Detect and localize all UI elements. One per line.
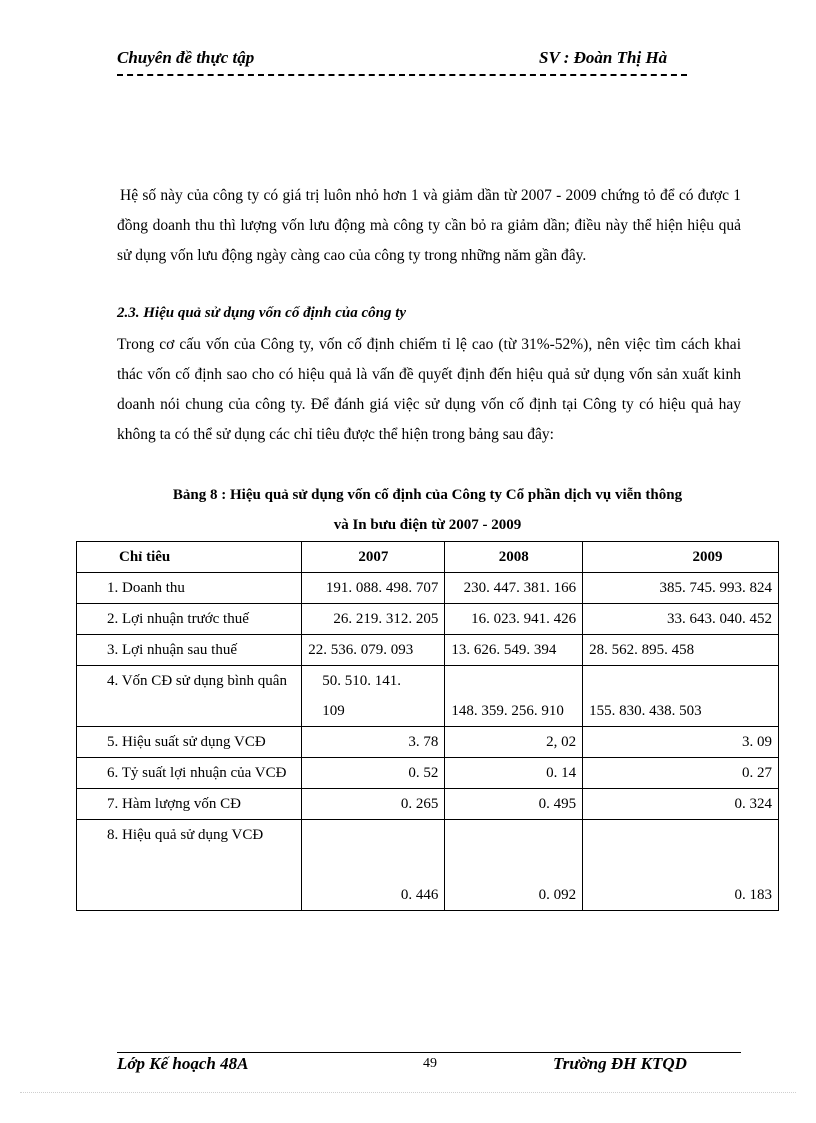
- cell-2008: 2, 02: [445, 727, 583, 758]
- cell-2007: 191. 088. 498. 707: [302, 573, 445, 604]
- row-label: 1. Doanh thu: [77, 573, 302, 604]
- row-label: 3. Lợi nhuận sau thuế: [77, 635, 302, 666]
- cell-2008: 16. 023. 941. 426: [445, 604, 583, 635]
- cell-2009: 0. 27: [583, 758, 779, 789]
- paragraph-1: Hệ số này của công ty có giá trị luôn nhỏ hơn 1 và giảm dần từ 2007 - 2009 chứng tỏ để có được 1 đồng doanh thu thì lượng vốn lưu động mà công ty cần bỏ ra giảm dần; điều này thể hiện hiệu quả sử dụng vốn lưu động ngày càng cao của công ty trong những năm gần đây.: [117, 187, 741, 264]
- page-number: 49: [423, 1056, 437, 1071]
- table-row: [77, 573, 779, 604]
- row-label: 8. Hiệu quả sử dụng VCĐ: [77, 820, 302, 911]
- header-2008: 2008: [445, 542, 583, 573]
- page-header: [117, 48, 687, 74]
- row-label: 5. Hiệu suất sử dụng VCĐ: [77, 727, 302, 758]
- header-indicator: Chỉ tiêu: [77, 542, 302, 573]
- row-label: 6. Tỷ suất lợi nhuận của VCĐ: [77, 758, 302, 789]
- header-dashed-rule: [117, 74, 687, 76]
- cell-2007: 0. 52: [302, 758, 445, 789]
- table-caption-line-2: và In bưu điện từ 2007 - 2009: [333, 517, 522, 533]
- cell-2008: 230. 447. 381. 166: [445, 573, 583, 604]
- cell-2009: 28. 562. 895. 458: [583, 635, 779, 666]
- cell-2009: 0. 324: [583, 789, 779, 820]
- cell-2007: 50. 510. 141. 109: [302, 666, 445, 727]
- header-student-name: SV : Đoàn Thị Hà: [539, 48, 668, 67]
- cell-2008: 148. 359. 256. 910: [445, 666, 583, 727]
- table-row: [77, 820, 779, 911]
- cell-2009: 33. 643. 040. 452: [583, 604, 779, 635]
- header-2007: 2007: [302, 542, 445, 573]
- footer-class-name: Lớp Kế hoạch 48A: [117, 1054, 249, 1073]
- table-row: [77, 635, 779, 666]
- table-row: [77, 758, 779, 789]
- cell-2007: 22. 536. 079. 093: [302, 635, 445, 666]
- row-label: 2. Lợi nhuận trước thuế: [77, 604, 302, 635]
- cell-2008: 0. 092: [445, 820, 583, 911]
- cell-2008: 0. 14: [445, 758, 583, 789]
- paragraph-2: Trong cơ cấu vốn của Công ty, vốn cố định chiếm tỉ lệ cao (từ 31%-52%), nên việc tìm cách khai thác vốn cố định sao cho có hiệu quả là vấn đề quyết định đến hiệu quả sử dụng vốn sản xuất kinh doanh nói chung của công ty. Để đánh giá việc sử dụng vốn cố định tại Công ty có hiệu quả hay không ta có thể sử dụng các chỉ tiêu được thể hiện trong bảng sau đây:: [117, 336, 741, 443]
- cell-2009: 3. 09: [583, 727, 779, 758]
- table-header-row: [77, 542, 779, 573]
- cell-2009: 0. 183: [583, 820, 779, 911]
- fixed-capital-efficiency-table: [76, 541, 779, 911]
- footer-university: Trường ĐH KTQD: [553, 1054, 687, 1073]
- footer-rule: [117, 1052, 741, 1053]
- header-2009: 2009: [583, 542, 779, 573]
- cell-2009: 385. 745. 993. 824: [583, 573, 779, 604]
- cell-2007: 26. 219. 312. 205: [302, 604, 445, 635]
- cell-2008: 13. 626. 549. 394: [445, 635, 583, 666]
- table-row: [77, 789, 779, 820]
- table-caption-line-1: Bảng 8 : Hiệu quả sử dụng vốn cố định của Công ty Cổ phần dịch vụ viễn thông: [172, 487, 683, 503]
- cell-2007: 3. 78: [302, 727, 445, 758]
- row-label: 4. Vốn CĐ sử dụng bình quân: [77, 666, 302, 727]
- page-edge-divider: [20, 1092, 796, 1093]
- table-caption: [76, 480, 779, 540]
- row-label: 7. Hàm lượng vốn CĐ: [77, 789, 302, 820]
- cell-2007: 0. 265: [302, 789, 445, 820]
- page-footer: [117, 1054, 741, 1078]
- cell-2009: 155. 830. 438. 503: [583, 666, 779, 727]
- table-row: [77, 604, 779, 635]
- header-course-title: Chuyên đề thực tập: [117, 48, 255, 67]
- cell-2008: 0. 495: [445, 789, 583, 820]
- cell-2007: 0. 446: [302, 820, 445, 911]
- table-row: [77, 666, 779, 727]
- table-row: [77, 727, 779, 758]
- section-heading: 2.3. Hiệu quả sử dụng vốn cố định của công ty: [117, 305, 407, 321]
